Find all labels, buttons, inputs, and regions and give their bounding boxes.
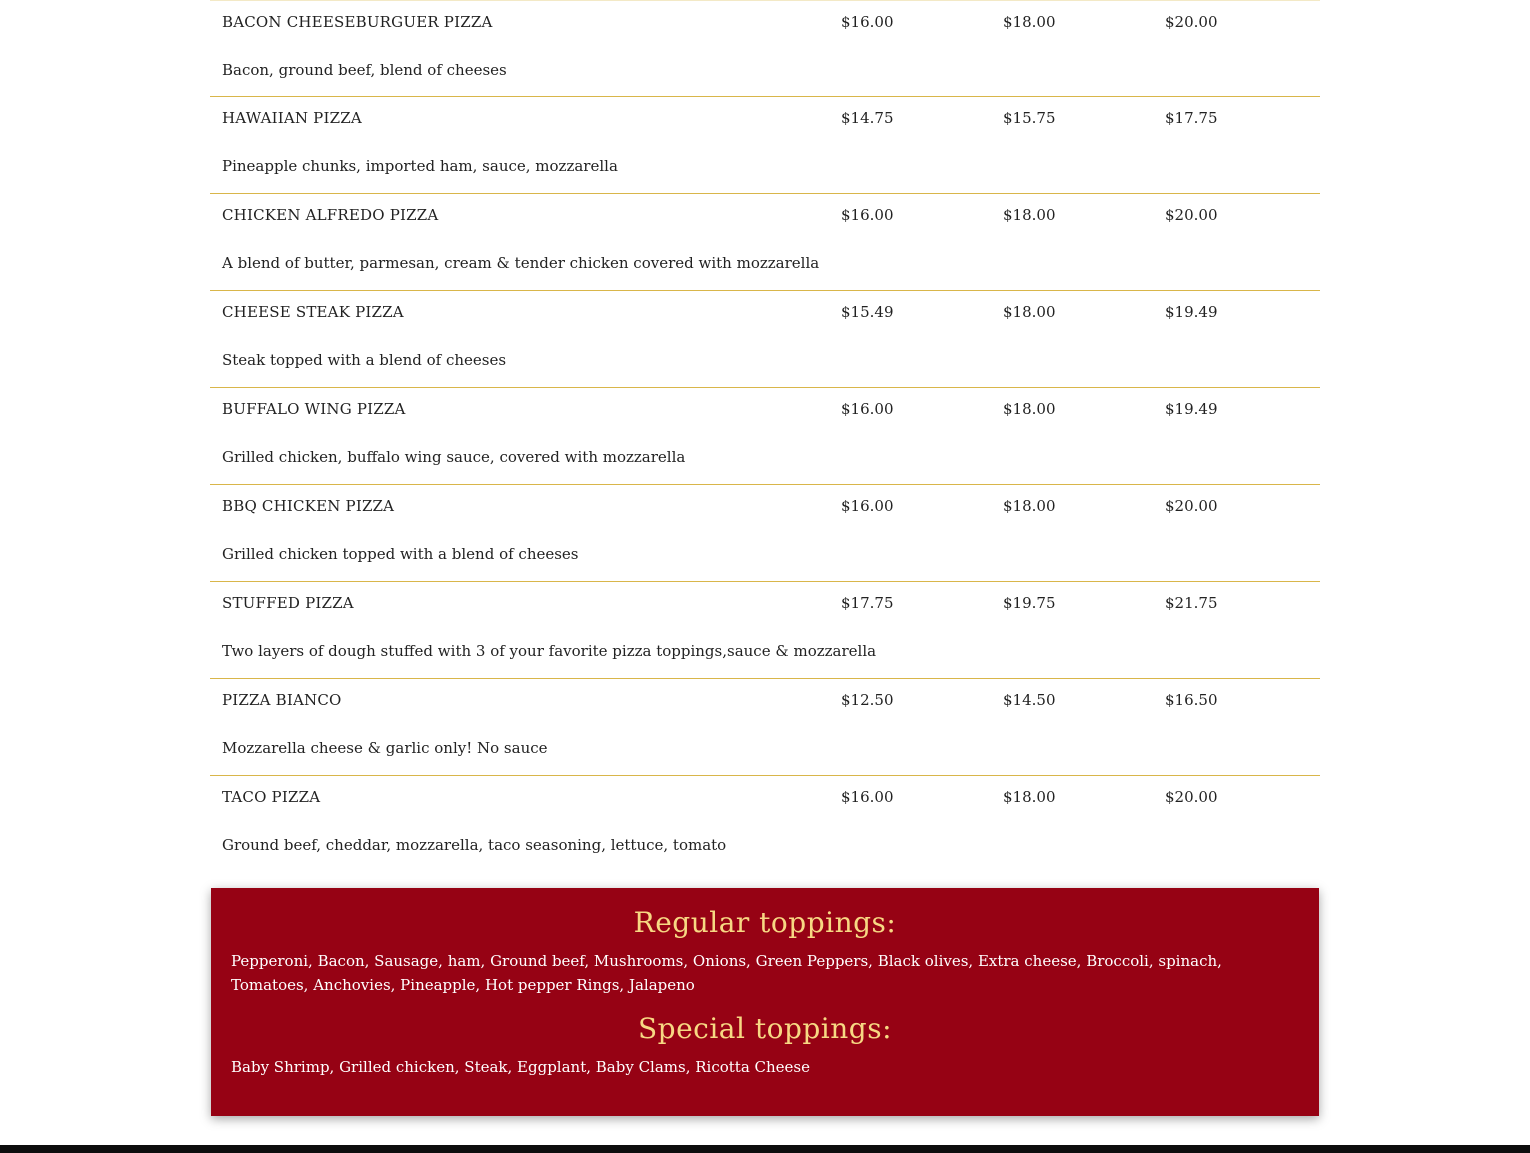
menu-row [210,679,1320,776]
price-medium: $18.00 [1003,497,1056,515]
item-name: CHICKEN ALFREDO PIZZA [222,206,439,224]
price-large: $19.49 [1165,400,1218,418]
price-small: $12.50 [841,691,894,709]
menu-row [210,291,1320,388]
price-large: $16.50 [1165,691,1218,709]
pizza-menu-table [210,0,1320,872]
price-medium: $18.00 [1003,788,1056,806]
item-description: A blend of butter, parmesan, cream & tender chicken covered with mozzarella [222,254,820,272]
menu-row [210,388,1320,485]
price-medium: $18.00 [1003,303,1056,321]
price-medium: $18.00 [1003,13,1056,31]
price-small: $16.00 [841,788,894,806]
menu-row [210,0,1320,97]
price-small: $16.00 [841,206,894,224]
item-description: Grilled chicken, buffalo wing sauce, covered with mozzarella [222,448,686,466]
price-large: $20.00 [1165,788,1218,806]
footer-bar [0,1145,1530,1153]
item-name: HAWAIIAN PIZZA [222,109,362,127]
price-large: $17.75 [1165,109,1218,127]
regular-toppings-heading: Regular toppings: [633,906,897,939]
price-large: $20.00 [1165,206,1218,224]
price-small: $15.49 [841,303,894,321]
price-small: $16.00 [841,13,894,31]
item-description: Mozzarella cheese & garlic only! No sauce [222,739,548,757]
price-medium: $18.00 [1003,400,1056,418]
toppings-box [211,888,1319,1116]
item-name: BBQ CHICKEN PIZZA [222,497,395,515]
item-description: Two layers of dough stuffed with 3 of your favorite pizza toppings,sauce & mozzarella [222,642,877,660]
item-description: Grilled chicken topped with a blend of cheeses [222,545,579,563]
menu-row [210,194,1320,291]
item-name: TACO PIZZA [222,788,321,806]
menu-row [210,582,1320,679]
price-small: $14.75 [841,109,894,127]
item-description: Pineapple chunks, imported ham, sauce, mozzarella [222,157,618,175]
item-description: Ground beef, cheddar, mozzarella, taco seasoning, lettuce, tomato [222,836,727,854]
menu-row [210,776,1320,872]
item-description: Bacon, ground beef, blend of cheeses [222,61,507,79]
item-name: CHEESE STEAK PIZZA [222,303,404,321]
price-medium: $19.75 [1003,594,1056,612]
item-name: PIZZA BIANCO [222,691,342,709]
item-name: BACON CHEESEBURGUER PIZZA [222,13,493,31]
price-large: $19.49 [1165,303,1218,321]
special-toppings-heading: Special toppings: [637,1012,893,1045]
regular-toppings-list: Pepperoni, Bacon, Sausage, ham, Ground beef, Mushrooms, Onions, Green Peppers, Black olives, Extra cheese, Broccoli, spinach, Tomatoes, Anchovies, Pineapple, Hot pepper Rings, Jalapeno [231,952,1222,994]
price-small: $16.00 [841,497,894,515]
price-large: $21.75 [1165,594,1218,612]
price-large: $20.00 [1165,497,1218,515]
price-medium: $15.75 [1003,109,1056,127]
price-small: $16.00 [841,400,894,418]
item-description: Steak topped with a blend of cheeses [222,351,507,369]
special-toppings-list: Baby Shrimp, Grilled chicken, Steak, Eggplant, Baby Clams, Ricotta Cheese [231,1058,811,1076]
price-medium: $14.50 [1003,691,1056,709]
menu-row [210,97,1320,194]
price-medium: $18.00 [1003,206,1056,224]
menu-row [210,485,1320,582]
price-small: $17.75 [841,594,894,612]
item-name: STUFFED PIZZA [222,594,354,612]
item-name: BUFFALO WING PIZZA [222,400,406,418]
price-large: $20.00 [1165,13,1218,31]
